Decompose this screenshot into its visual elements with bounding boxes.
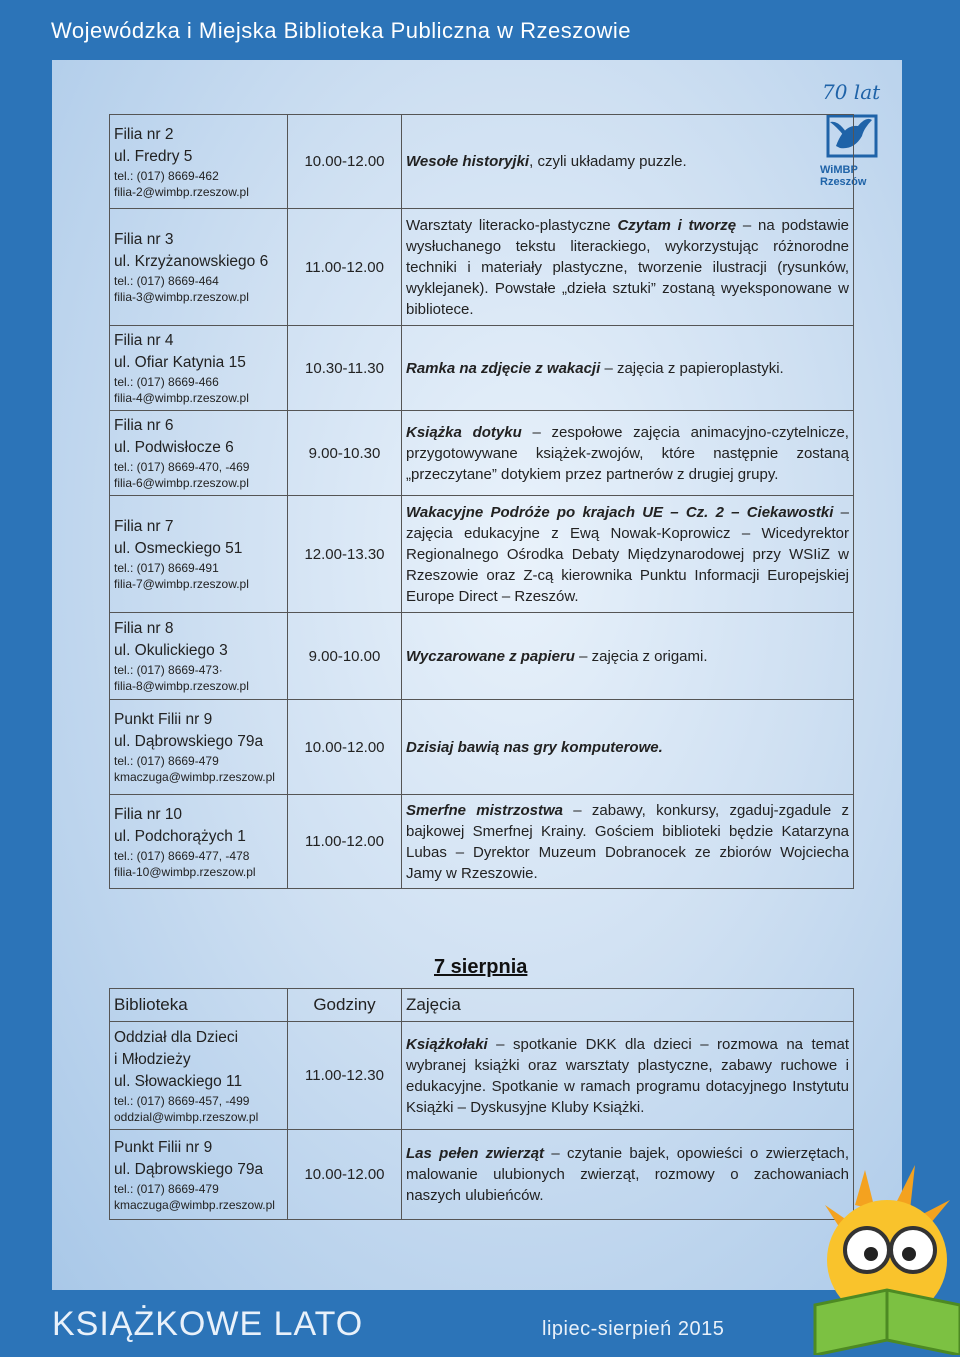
table-header-row: [110, 989, 854, 1022]
library-address: ul. Fredry 5: [114, 147, 193, 165]
library-phone: tel.: (017) 8669-470, -469: [114, 460, 250, 474]
anniversary-label: 70 lat: [822, 80, 881, 104]
activity-intro: Warsztaty literacko-plastyczne: [406, 216, 618, 234]
library-name: Filia nr 4: [114, 332, 174, 349]
library-email[interactable]: filia-6@wimbp.rzeszow.pl: [114, 476, 249, 490]
time-cell: 10.00-12.00: [288, 1130, 402, 1220]
activity-description: – czytanie bajek, opowieści o zwierzętach, malowanie ulubionych zwierząt, rozmowy o zachowaniach naszych ulubieńców.: [406, 1145, 849, 1204]
table-row: [110, 326, 854, 411]
table-row: [110, 209, 854, 326]
activity-title: Książka dotyku: [406, 423, 522, 441]
library-address: ul. Osmeckiego 51: [114, 540, 243, 557]
activity-cell: [402, 700, 854, 795]
time-cell: 11.00-12.00: [288, 795, 402, 889]
library-name: Filia nr 10: [114, 805, 183, 823]
library-email[interactable]: filia-10@wimbp.rzeszow.pl: [114, 864, 256, 879]
library-phone: tel.: (017) 8669-473·: [114, 663, 223, 677]
schedule-table-august-7: [109, 988, 854, 1220]
activity-cell: [402, 209, 854, 326]
logo-brand-text: WiMBP Rzeszów: [820, 164, 867, 188]
activity-title: Wakacyjne Podróże po krajach UE – Cz. 2 – Ciekawostki: [406, 503, 834, 521]
library-cell: [110, 700, 288, 795]
activity-cell: [402, 613, 854, 700]
library-phone: tel.: (017) 8669-479: [114, 1181, 219, 1196]
library-address: ul. Słowackiego 11: [114, 1072, 243, 1090]
library-email[interactable]: kmaczuga@wimbp.rzeszow.pl: [114, 770, 275, 784]
library-phone: tel.: (017) 8669-477, -478: [114, 848, 250, 863]
time-cell: 11.00-12.30: [288, 1022, 402, 1130]
library-phone: tel.: (017) 8669-464: [114, 274, 219, 288]
activity-cell: [402, 496, 854, 613]
library-cell: [110, 209, 288, 326]
library-phone: tel.: (017) 8669-462: [114, 168, 219, 183]
library-phone: tel.: (017) 8669-479: [114, 754, 219, 768]
library-phone: tel.: (017) 8669-457, -499: [114, 1093, 250, 1108]
time-cell: 10.30-11.30: [288, 326, 402, 411]
activity-title: Wesołe historyjki: [406, 153, 530, 170]
library-address: ul. Podwisłocze 6: [114, 439, 234, 456]
library-email[interactable]: oddzial@wimbp.rzeszow.pl: [114, 1109, 259, 1124]
time-cell: 9.00-10.00: [288, 613, 402, 700]
column-header-library: Biblioteka: [110, 989, 288, 1022]
time-cell: 10.00-12.00: [288, 115, 402, 209]
table-row: [110, 115, 854, 209]
library-cell: [110, 115, 288, 209]
activity-title: Ramka na zdjęcie z wakacji: [406, 359, 601, 377]
library-cell: [110, 613, 288, 700]
table-row: [110, 411, 854, 496]
table-row: [110, 1130, 854, 1220]
footer-period: lipiec-sierpień 2015: [542, 1318, 725, 1340]
library-name: Filia nr 2: [114, 125, 174, 143]
library-address: ul. Ofiar Katynia 15: [114, 354, 246, 371]
activity-title: Wyczarowane z papieru: [406, 647, 575, 665]
library-address: ul. Podchorążych 1: [114, 827, 246, 845]
library-email[interactable]: filia-4@wimbp.rzeszow.pl: [114, 391, 249, 405]
activity-description: , czyli układamy puzzle.: [529, 153, 687, 170]
activity-description: – zespołowe zajęcia animacyjno-czytelnicze, przygotowywane książek-zwojów, które następnie zostaną „przeczytane” dotykiem przez partnerów z drugiej grupy.: [406, 423, 849, 483]
library-name: Filia nr 7: [114, 518, 174, 535]
activity-description: – zajęcia edukacyjne z Ewą Nowak-Koprowicz – Wicedyrektor Regionalnego Ośrodka Debaty Międzynarodowej przy WSIiZ w Rzeszowie oraz Z-cą kierownika Punktu Informacji Europejskiej Europe Direct – Rzeszów.: [406, 503, 849, 605]
activity-description: – na podstawie wysłuchanego tekstu literackiego, wykorzystując różnorodne techniki i materiały plastyczne, tworzenie ilustracji (rysunków, wyklejanek). Powstałe „dzieła sztuki” zostaną wyeksponowane w bibliotece.: [406, 216, 850, 318]
date-heading: 7 sierpnia: [434, 956, 528, 978]
activity-cell: [402, 1130, 854, 1220]
library-phone: tel.: (017) 8669-491: [114, 561, 219, 575]
library-name: Filia nr 6: [114, 417, 174, 434]
library-email[interactable]: kmaczuga@wimbp.rzeszow.pl: [114, 1197, 275, 1212]
library-name: Filia nr 3: [114, 231, 174, 248]
library-address: ul. Dąbrowskiego 79a: [114, 1160, 264, 1178]
table-row: [110, 1022, 854, 1130]
library-address: ul. Okulickiego 3: [114, 642, 228, 659]
library-email[interactable]: filia-8@wimbp.rzeszow.pl: [114, 679, 249, 693]
activity-cell: [402, 115, 854, 209]
footer-campaign-title: KSIĄŻKOWE LATO: [52, 1305, 364, 1343]
table-row: [110, 795, 854, 889]
library-name: Filia nr 8: [114, 620, 174, 637]
activity-title: Dzisiaj bawią nas gry komputerowe.: [406, 738, 663, 756]
library-email[interactable]: filia-7@wimbp.rzeszow.pl: [114, 577, 249, 591]
activity-description: – zajęcia z origami.: [574, 647, 708, 665]
activity-description: – zajęcia z papieroplastyki.: [600, 359, 784, 377]
activity-title: Las pełen zwierząt: [406, 1145, 545, 1162]
time-cell: 11.00-12.00: [288, 209, 402, 326]
activity-cell: [402, 326, 854, 411]
header-title: Wojewódzka i Miejska Biblioteka Publiczna w Rzeszowie: [51, 18, 631, 43]
library-cell: [110, 1130, 288, 1220]
activity-description: – zabawy, konkursy, zgaduj-zgadule z bajkowej Smerfnej Krainy. Gościem biblioteki będzie Katarzyna Lubas – Dyrektor Muzeum Dobranocek ze zbiorów Wojciecha Jamy w Rzeszowie.: [406, 801, 849, 882]
table-row: [110, 700, 854, 795]
library-name: Punkt Filii nr 9: [114, 1138, 213, 1156]
table-row: [110, 496, 854, 613]
time-cell: 10.00-12.00: [288, 700, 402, 795]
library-address: ul. Krzyżanowskiego 6: [114, 253, 269, 270]
library-email[interactable]: filia-3@wimbp.rzeszow.pl: [114, 290, 249, 304]
activity-cell: [402, 1022, 854, 1130]
library-phone: tel.: (017) 8669-466: [114, 375, 219, 389]
time-cell: 9.00-10.30: [288, 411, 402, 496]
activity-title: Smerfne mistrzostwa: [406, 801, 563, 819]
library-email[interactable]: filia-2@wimbp.rzeszow.pl: [114, 184, 249, 199]
activity-title: Czytam i tworzę: [617, 216, 737, 234]
library-cell: [110, 795, 288, 889]
schedule-table: [109, 114, 854, 889]
activity-cell: [402, 795, 854, 889]
library-cell: [110, 1022, 288, 1130]
table-row: [110, 613, 854, 700]
library-name: Punkt Filii nr 9: [114, 711, 213, 728]
activity-cell: [402, 411, 854, 496]
library-name-continued: i Młodzieży: [114, 1050, 191, 1068]
time-cell: 12.00-13.30: [288, 496, 402, 613]
column-header-hours: Godziny: [288, 989, 402, 1022]
library-name: Oddział dla Dzieci: [114, 1028, 239, 1046]
activity-title: Książkołaki: [406, 1035, 488, 1053]
library-address: ul. Dąbrowskiego 79a: [114, 733, 264, 750]
activity-description: – spotkanie DKK dla dzieci – rozmowa na temat wybranej książki oraz warsztaty plastyczne, zabawy ruchowe i edukacyjne. Spotkanie w ramach programu dotacyjnego Instytutu Książki – Dyskusyjne Kluby Książki.: [406, 1035, 849, 1116]
column-header-activities: Zajęcia: [402, 989, 854, 1022]
library-cell: [110, 496, 288, 613]
library-cell: [110, 326, 288, 411]
reading-sun-mascot-icon: [795, 1155, 960, 1355]
library-cell: [110, 411, 288, 496]
